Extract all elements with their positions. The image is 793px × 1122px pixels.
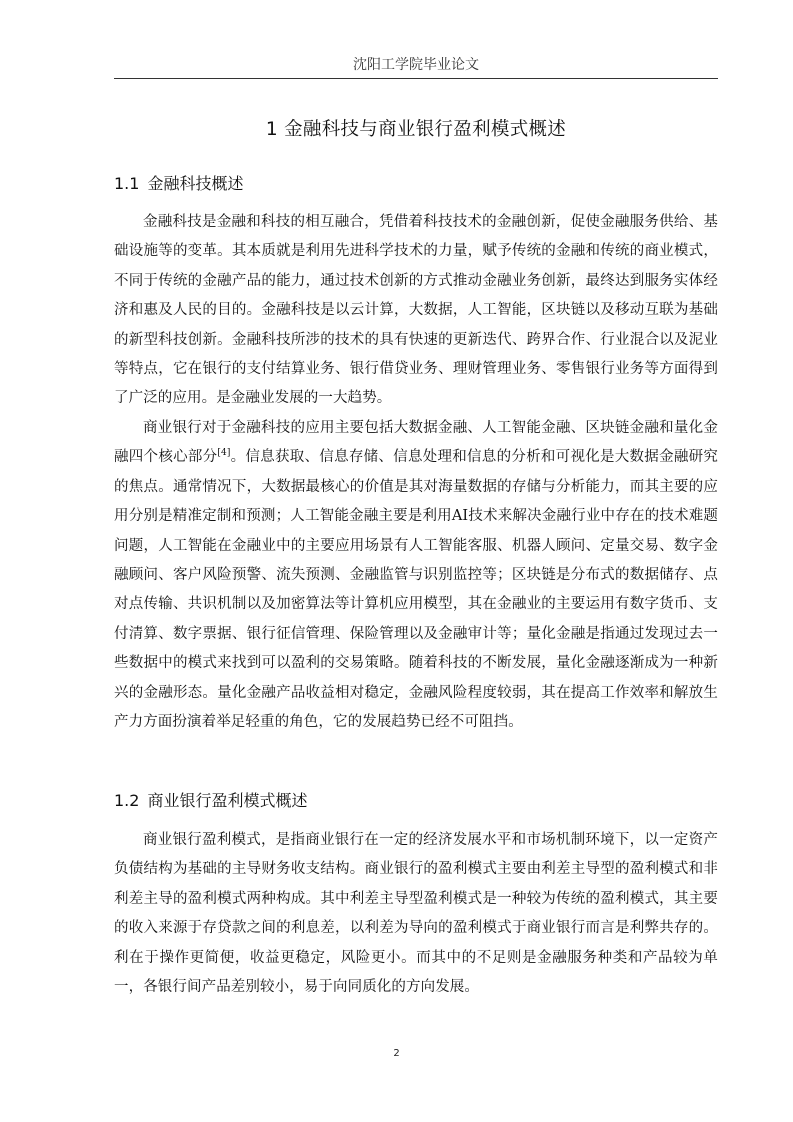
paragraph-text-before-ref: 商业银行对于金融科技的应用主要包括大数据金融、人工智能金融、区块链金融和量化金融四个核心部分 [114, 420, 718, 466]
section-heading-1-2 [114, 788, 307, 814]
page-number: 2 [393, 1048, 400, 1059]
paragraph-text-after-ref: 。信息获取、信息存储、信息处理和信息的分析和可视化是大数据金融研究的焦点。通常情况下，大数据最核心的价值是其对海量数据的存储与分析能力，而其主要的应用分别是精准定制和预测；人工智能金融主要是利用AI技术来解决金融行业中存在的技术难题问题，人工智能在金融业中的主要应用场景有人工智能客服、机器人顾问、定量交易、数字金融顾问、客户风险预警、流失预测、金融监管与识别监控等；区块链是分布式的数据储存、点对点传输、共识机制以及加密算法等计算机应用模型，其在金融业的主要运用有数字货币、支付清算、数字票据、银行征信管理、保险管理以及金融审计等；量化金融是指通过发现过去一些数据中的模式来找到可以盈利的交易策略。随着科技的不断发展，量化金融逐渐成为一种新兴的金融形态。量化金融产品收益相对稳定，金融风险程度较弱，其在提高工作效率和解放生产力方面扮演着举足轻重的角色，它的发展趋势已经不可阻挡。 [114, 449, 719, 731]
citation-reference: [4] [217, 448, 231, 459]
paragraph-fintech-applications [114, 414, 718, 737]
page-header [114, 54, 718, 79]
section-number: 1.2 [114, 791, 140, 810]
paragraph-profit-model: 商业银行盈利模式，是指商业银行在一定的经济发展水平和市场机制环境下，以一定资产负债结构为基础的主导财务收支结构。商业银行的盈利模式主要由利差主导型的盈利模式和非利差主导的盈利模式两种构成。其中利差主导型盈利模式是一种较为传统的盈利模式，其主要的收入来源于存贷款之间的利息差，以利差为导向的盈利模式于商业银行而言是利弊共存的。利在于操作更简便，收益更稳定，风险更小。而其中的不足则是金融服务种类和产品较为单一，各银行间产品差别较小，易于向同质化的方向发展。 [114, 832, 718, 996]
section-heading-1-1 [114, 171, 243, 197]
header-title: 沈阳工学院毕业论文 [353, 57, 479, 73]
section-number: 1.1 [114, 174, 140, 193]
section-title: 金融科技概述 [147, 174, 244, 193]
paragraph-fintech-definition: 金融科技是金融和科技的相互融合，凭借着科技技术的金融创新，促使金融服务供给、基础设施等的变革。其本质就是利用先进科学技术的力量，赋予传统的金融和传统的商业模式，不同于传统的金融产品的能力，通过技术创新的方式推动金融业务创新，最终达到服务实体经济和惠及人民的目的。金融科技是以云计算，大数据，人工智能，区块链以及移动互联为基础的新型科技创新。金融科技所涉的技术的具有快速的更新迭代、跨界合作、行业混合以及泥业等特点，它在银行的支付结算业务、银行借贷业务、理财管理业务、零售银行业务等方面得到了广泛的应用。是金融业发展的一大趋势。 [114, 214, 718, 407]
chapter-title: 1 金融科技与商业银行盈利模式概述 [265, 119, 567, 140]
section-title: 商业银行盈利模式概述 [147, 791, 308, 810]
